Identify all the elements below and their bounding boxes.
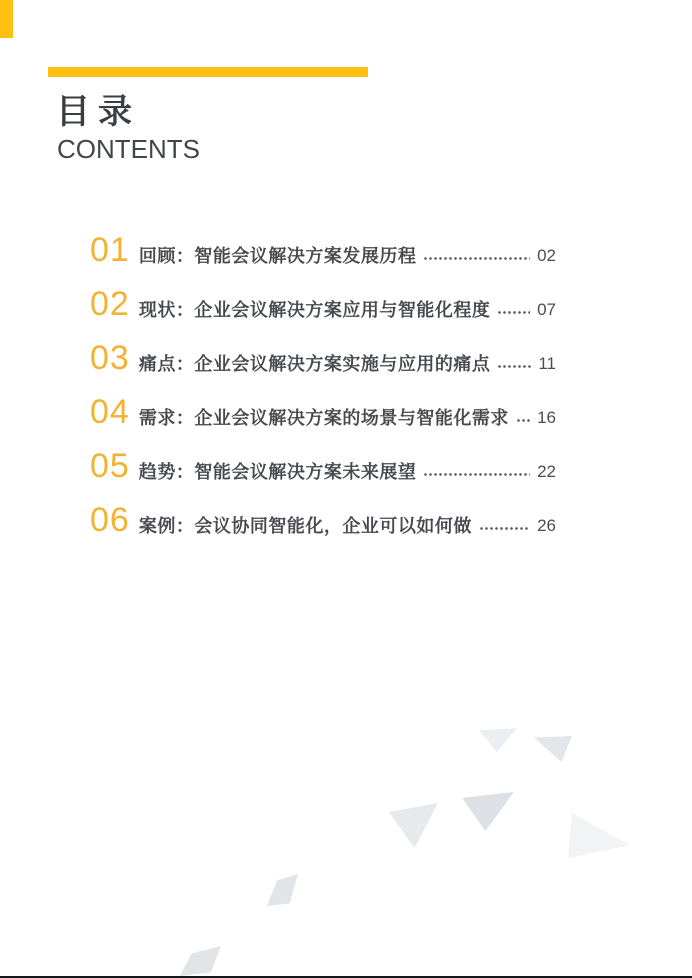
toc-item-01[interactable] <box>90 233 556 267</box>
toc-item-label: 痛点：企业会议解决方案实施与应用的痛点 <box>138 354 491 374</box>
toc-item-04[interactable] <box>90 395 556 429</box>
title-accent-bar <box>48 67 368 77</box>
decor-triangle <box>462 792 514 831</box>
corner-accent-mark <box>0 0 13 38</box>
toc-item-label: 现状：企业会议解决方案应用与智能化程度 <box>138 300 491 320</box>
toc-item-label: 需求：企业会议解决方案的场景与智能化需求 <box>138 408 509 428</box>
toc-item-number: 03 <box>90 339 130 377</box>
toc-item-number: 04 <box>90 393 130 431</box>
toc-item-number: 01 <box>90 231 130 269</box>
toc-item-page: 11 <box>538 354 556 373</box>
toc-item-label: 案例：会议协同智能化，企业可以如何做 <box>138 516 472 536</box>
toc-item-label: 趋势：智能会议解决方案未来展望 <box>138 462 417 482</box>
decor-triangle <box>568 812 630 858</box>
decor-triangle <box>267 874 298 906</box>
dotted-leader <box>423 473 530 476</box>
toc-item-03[interactable] <box>90 341 556 375</box>
toc-item-page: 22 <box>537 462 556 481</box>
toc-list <box>90 233 556 537</box>
dotted-leader <box>497 311 530 314</box>
page-subtitle: CONTENTS <box>57 134 200 164</box>
toc-item-number: 06 <box>90 501 130 539</box>
toc-item-06[interactable] <box>90 503 556 537</box>
toc-item-02[interactable] <box>90 287 556 321</box>
toc-item-page: 16 <box>537 408 556 427</box>
dotted-leader <box>423 257 530 260</box>
toc-item-number: 02 <box>90 285 130 323</box>
dotted-leader <box>516 419 530 422</box>
decor-triangle <box>479 728 517 752</box>
toc-item-label: 回顾：智能会议解决方案发展历程 <box>138 246 417 266</box>
decor-triangle <box>389 803 438 848</box>
decor-triangle <box>534 736 572 762</box>
toc-item-number: 05 <box>90 447 130 485</box>
dotted-leader <box>497 365 531 368</box>
toc-item-page: 02 <box>537 246 556 265</box>
page-title: 目录 <box>56 93 140 131</box>
toc-item-page: 07 <box>537 300 556 319</box>
toc-item-05[interactable] <box>90 449 556 483</box>
toc-item-page: 26 <box>537 516 556 535</box>
decor-triangle <box>179 946 221 976</box>
dotted-leader <box>479 527 530 530</box>
